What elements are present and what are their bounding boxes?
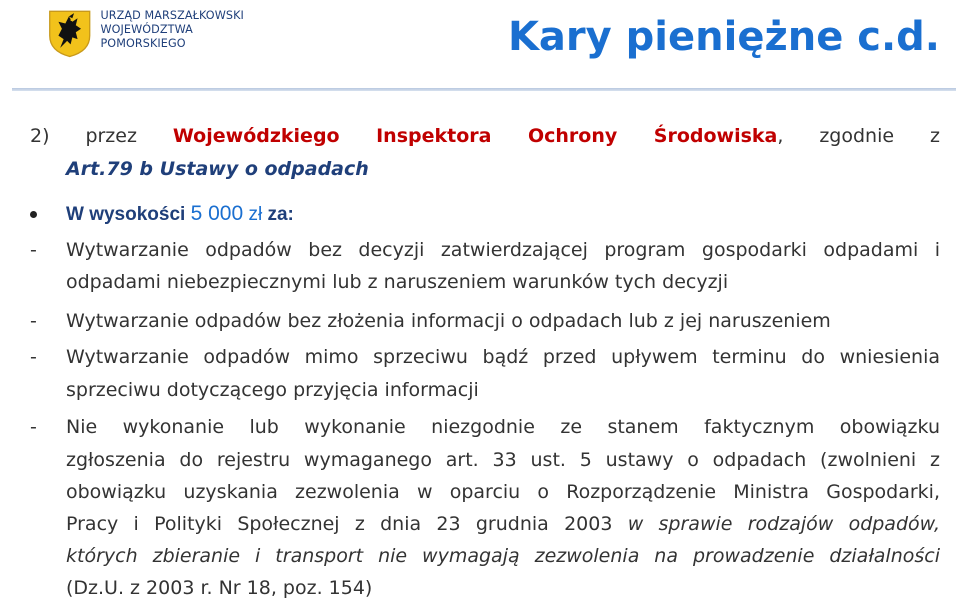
logo-line-1: URZĄD MARSZAŁKOWSKI	[100, 9, 244, 22]
amount-value: 5 000	[190, 202, 244, 225]
amount-currency: zł	[248, 204, 263, 225]
item-4-dash: -	[30, 416, 37, 438]
item-2-dash: -	[30, 310, 37, 332]
intro-line-1	[30, 124, 940, 148]
bullet-icon	[30, 211, 37, 218]
item-3-dash: -	[30, 346, 37, 368]
item-4-line-5: których zbieranie i transport nie wymagają zezwolenia na prowadzenie działalności	[66, 545, 940, 567]
item-1-line-1: Wytwarzanie odpadów bez decyzji zatwierdzającej program gospodarki odpadami i	[66, 239, 940, 261]
item-4-line-3: obowiązku uzyskania zezwolenia w oparciu o Rozporządzenie Ministra Gospodarki,	[66, 481, 940, 503]
page-title: Kary pieniężne c.d.	[507, 14, 940, 60]
item-1-dash: -	[30, 239, 37, 261]
item-4-line-6: (Dz.U. z 2003 r. Nr 18, poz. 154)	[66, 577, 373, 599]
item-4-line-4-regular: Pracy i Polityki Społecznej z dnia 23 grudnia 2003	[66, 513, 628, 535]
item-4-line-1: Nie wykonanie lub wykonanie niezgodnie ze stanem faktycznym obowiązku	[66, 416, 940, 438]
agency-name: Wojewódzkiego Inspektora Ochrony Środowiska	[172, 125, 778, 147]
item-4-line-4	[66, 512, 940, 536]
griffin-coat-of-arms-icon	[48, 6, 91, 61]
item-2-line-1: Wytwarzanie odpadów bez złożenia informacji o odpadach lub z jej naruszeniem	[66, 310, 831, 332]
intro-suffix: , zgodnie z	[777, 125, 940, 147]
intro-line-2: Art.79 b Ustawy o odpadach	[66, 158, 369, 180]
logo-line-2: WOJEWÓDZTWA POMORSKIEGO	[100, 23, 193, 50]
item-4-line-4-italic: w sprawie rodzajów odpadów,	[627, 513, 941, 535]
header-divider	[12, 88, 956, 91]
item-3-line-2: sprzeciwu dotyczącego przyjęcia informacji	[66, 379, 479, 401]
intro-prefix: 2) przez	[30, 125, 137, 147]
item-4-line-2: zgłoszenia do rejestru wymaganego art. 33 ust. 5 ustawy o odpadach (zwolnieni z	[66, 449, 940, 471]
amount-line	[66, 202, 294, 227]
institution-logo	[48, 6, 258, 62]
amount-lead: W wysokości	[66, 204, 186, 225]
amount-tail: za:	[267, 204, 294, 225]
item-1-line-2: odpadami niebezpiecznymi lub z naruszeniem warunków tych decyzji	[66, 271, 729, 293]
item-3-line-1: Wytwarzanie odpadów mimo sprzeciwu bądź przed upływem terminu do wniesienia	[66, 346, 940, 368]
